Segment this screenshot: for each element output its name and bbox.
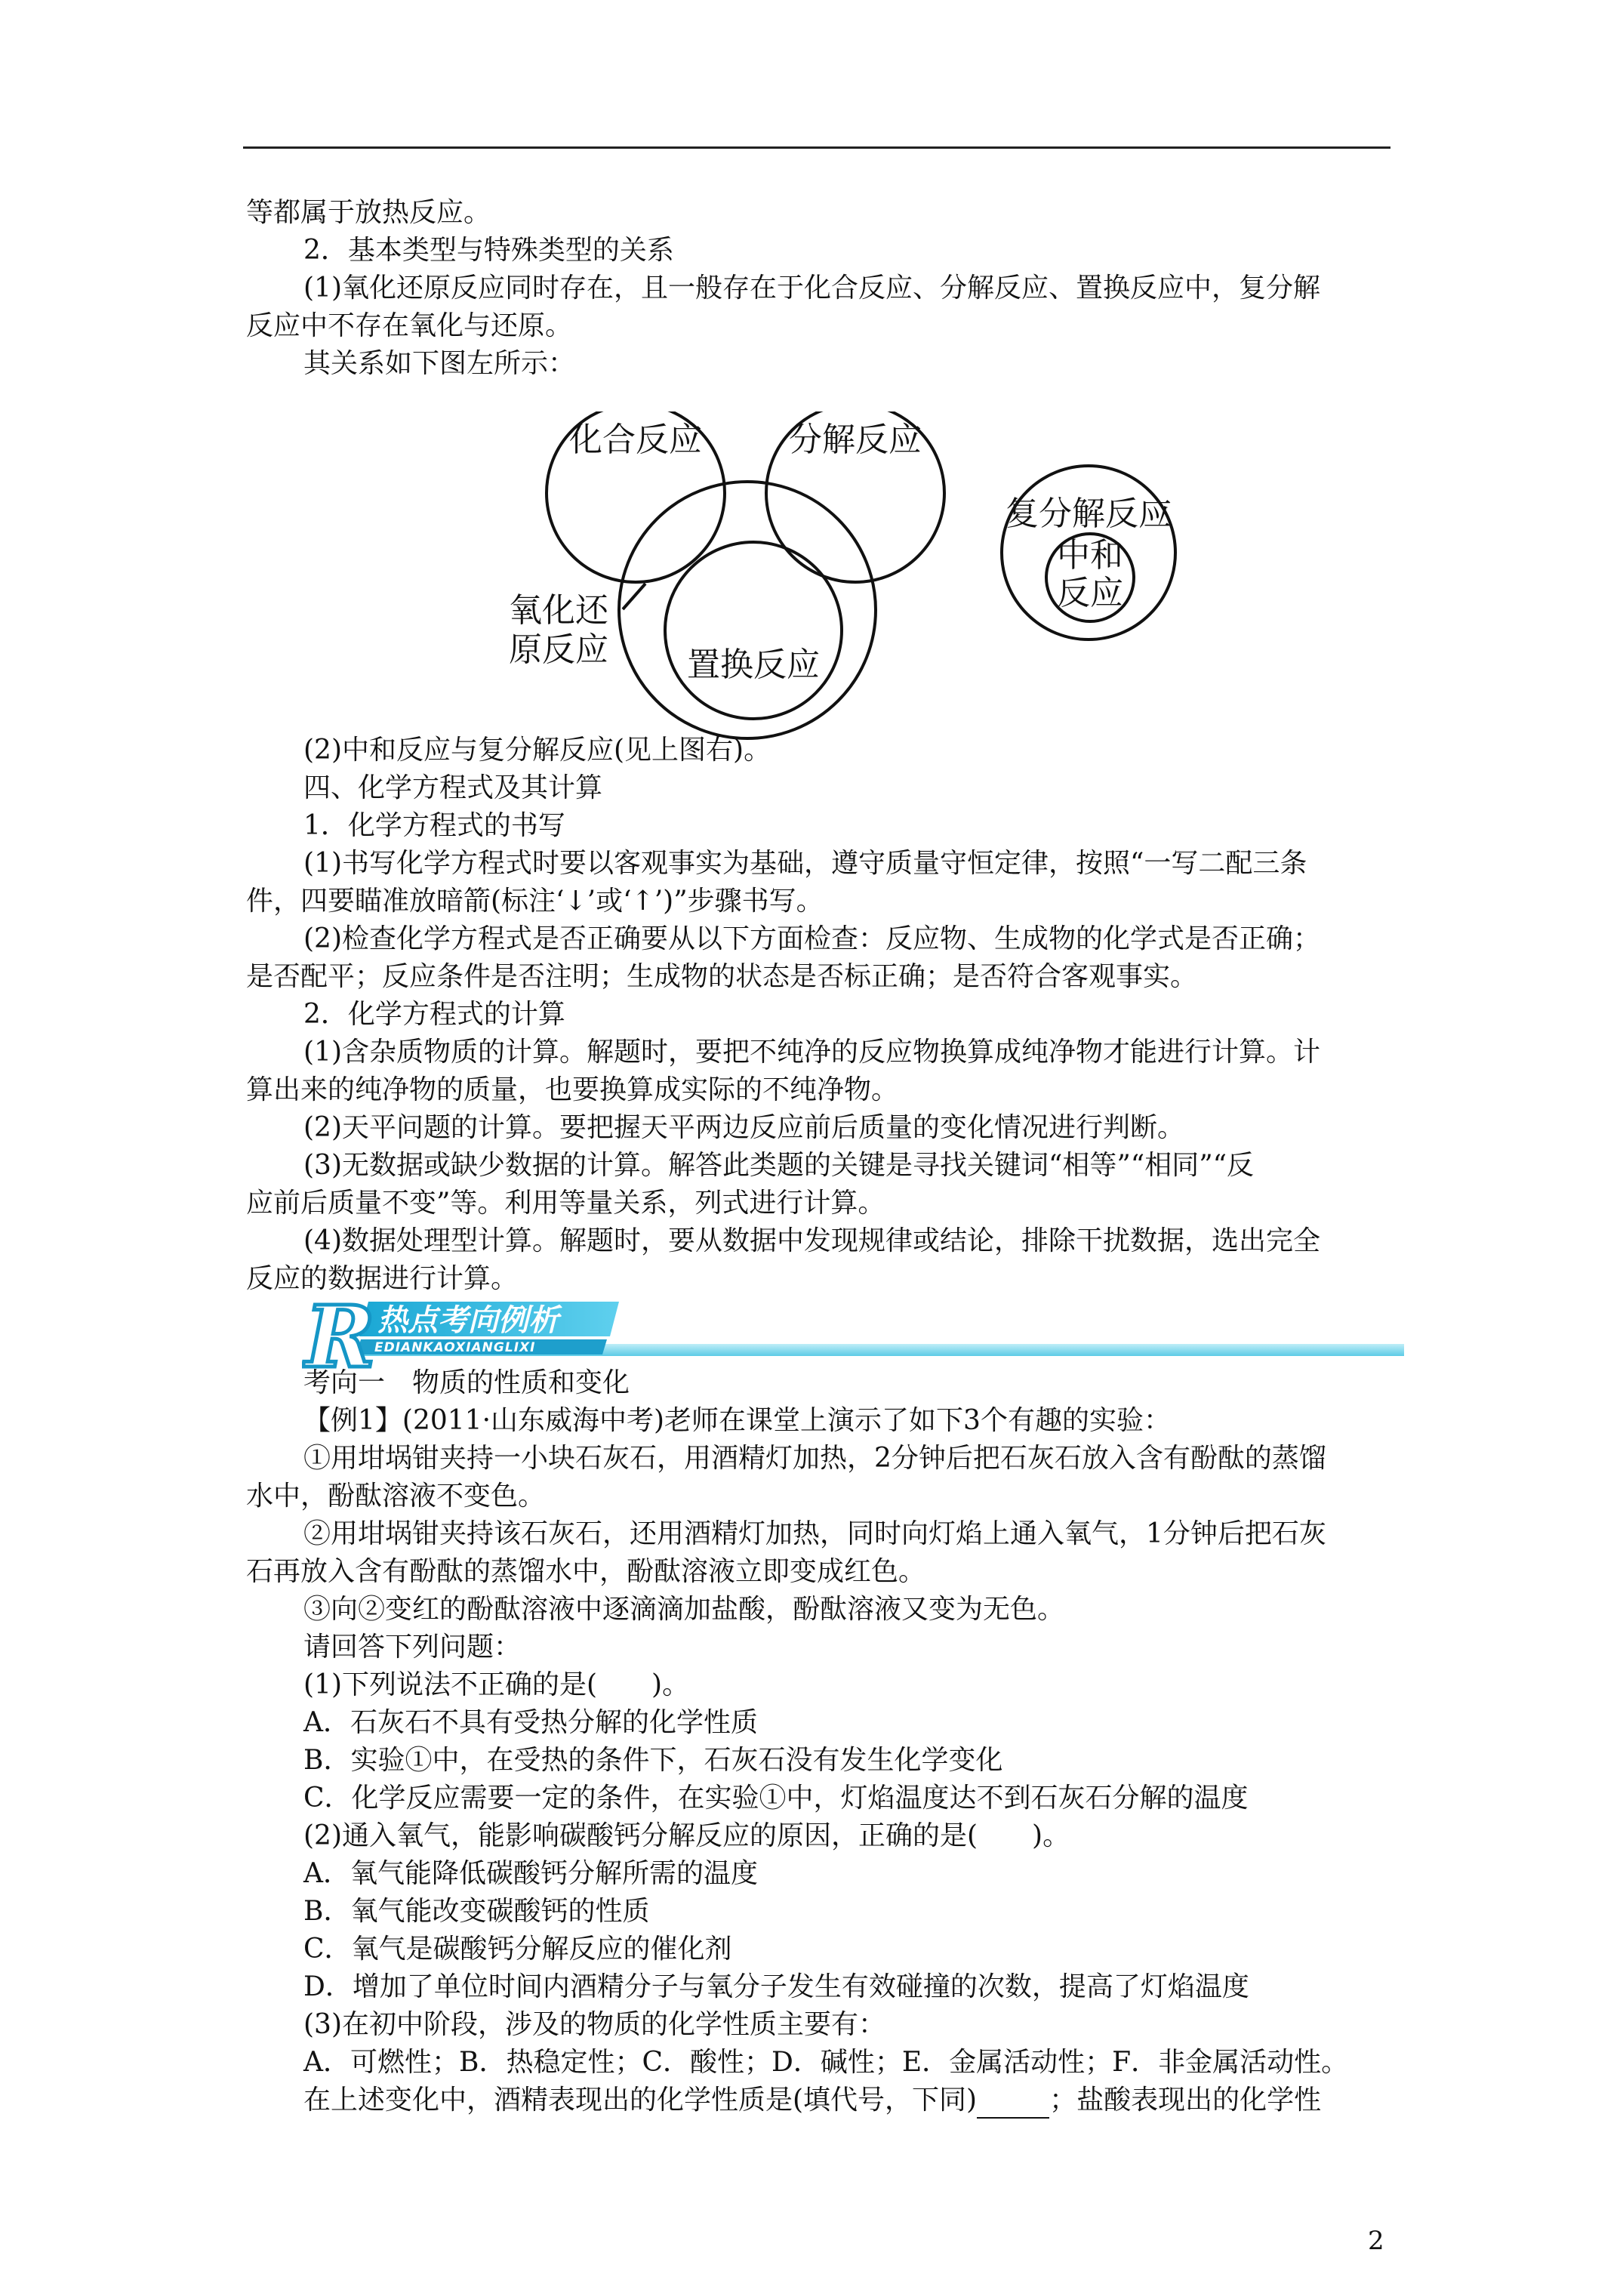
banner-title: 热点考向例析 <box>377 1303 559 1338</box>
neutralization-label-1: 中和 <box>1057 536 1123 575</box>
text-line: 2．基本类型与特殊类型的关系 <box>303 235 674 266</box>
text-line: 【例1】(2011·山东威海中考)老师在课堂上演示了如下3个有趣的实验： <box>303 1405 1171 1436</box>
text-line: D．增加了单位时间内酒精分子与氧分子发生有效碰撞的次数，提高了灯焰温度 <box>303 1971 1249 2002</box>
banner-subtitle: EDIANKAOXIANGLIXI <box>374 1340 536 1355</box>
text-line: 考向一 物质的性质和变化 <box>303 1367 630 1398</box>
double-decomp-label: 复分解反应 <box>1006 495 1172 533</box>
text-line: A．石灰石不具有受热分解的化学性质 <box>303 1707 758 1738</box>
text-line: 1．化学方程式的书写 <box>303 810 565 841</box>
text-line: 件，四要瞄准放暗箭(标注‘↓’或‘↑’)”步骤书写。 <box>246 886 824 917</box>
last-line-before: 在上述变化中，酒精表现出的化学性质是(填代号，下同) <box>303 2085 978 2116</box>
text-line: (3)在初中阶段，涉及的物质的化学性质主要有： <box>303 2009 885 2040</box>
text-line: 算出来的纯净物的质量，也要换算成实际的不纯净物。 <box>246 1074 899 1105</box>
header-rule <box>243 146 1390 149</box>
text-line: 2．化学方程式的计算 <box>303 999 565 1030</box>
text-line: (1)含杂质物质的计算。解题时，要把不纯净的反应物换算成纯净物才能进行计算。计 <box>303 1037 1320 1068</box>
last-line-after: ；盐酸表现出的化学性 <box>1049 2085 1322 2116</box>
text-line: (2)中和反应与复分解反应(见上图右)。 <box>303 735 771 766</box>
decomposition-label: 分解反应 <box>789 421 922 459</box>
text-line: (2)通入氧气，能影响碳酸钙分解反应的原因，正确的是( )。 <box>303 1820 1070 1851</box>
text-line: 反应中不存在氧化与还原。 <box>246 310 573 341</box>
text-line-with-blank <box>303 2082 1321 2119</box>
reaction-relationship-diagram <box>483 411 1208 744</box>
text-line: (2)天平问题的计算。要把握天平两边反应前后质量的变化情况进行判断。 <box>303 1112 1184 1143</box>
redox-pointer <box>623 584 645 609</box>
text-line: A．可燃性；B．热稳定性；C．酸性；D．碱性；E．金属活动性；F．非金属活动性。 <box>303 2047 1349 2078</box>
redox-label-2: 原反应 <box>509 630 608 669</box>
redox-circle <box>619 482 876 738</box>
text-line: ①用坩埚钳夹持一小块石灰石，用酒精灯加热，2分钟后把石灰石放入含有酚酞的蒸馏 <box>303 1443 1326 1474</box>
text-line: (2)检查化学方程式是否正确要从以下方面检查：反应物、生成物的化学式是否正确； <box>303 923 1320 954</box>
text-line: ③向②变红的酚酞溶液中逐滴滴加盐酸，酚酞溶液又变为无色。 <box>303 1594 1065 1625</box>
text-line: 反应的数据进行计算。 <box>246 1263 519 1294</box>
page-number: 2 <box>1368 2226 1384 2256</box>
text-line: (4)数据处理型计算。解题时，要从数据中发现规律或结论，排除干扰数据，选出完全 <box>303 1225 1320 1256</box>
text-line: ②用坩埚钳夹持该石灰石，还用酒精灯加热，同时向灯焰上通入氧气，1分钟后把石灰 <box>303 1518 1326 1549</box>
text-line: A．氧气能降低碳酸钙分解所需的温度 <box>303 1858 758 1889</box>
text-line: 请回答下列问题： <box>303 1632 522 1663</box>
banner-letter: R <box>305 1291 376 1382</box>
text-line: 应前后质量不变”等。利用等量关系，列式进行计算。 <box>246 1188 885 1219</box>
text-line: (1)下列说法不正确的是( )。 <box>303 1669 690 1700</box>
text-line: B．氧气能改变碳酸钙的性质 <box>303 1896 650 1927</box>
text-line: B．实验①中，在受热的条件下，石灰石没有发生化学变化 <box>303 1745 1003 1776</box>
combination-label: 化合反应 <box>569 421 702 459</box>
text-line: 水中，酚酞溶液不变色。 <box>246 1481 546 1512</box>
text-line: (1)书写化学方程式时要以客观事实为基础，遵守质量守恒定律，按照“一写二配三条 <box>303 848 1307 879</box>
text-line: (3)无数据或缺少数据的计算。解答此类题的关键是寻找关键词“相等”“相同”“反 <box>303 1150 1255 1181</box>
text-line: 石再放入含有酚酞的蒸馏水中，酚酞溶液立即变成红色。 <box>246 1556 926 1587</box>
text-line: 等都属于放热反应。 <box>246 197 491 228</box>
text-line: 其关系如下图左所示： <box>303 348 576 379</box>
text-line: C．化学反应需要一定的条件，在实验①中，灯焰温度达不到石灰石分解的温度 <box>303 1783 1249 1814</box>
text-line: C．氧气是碳酸钙分解反应的催化剂 <box>303 1934 732 1965</box>
answer-blank[interactable] <box>977 2090 1049 2119</box>
text-line: 四、化学方程式及其计算 <box>303 772 603 803</box>
neutralization-label-2: 反应 <box>1057 574 1123 612</box>
displacement-label: 置换反应 <box>687 646 820 684</box>
displacement-circle <box>665 542 842 719</box>
text-line: (1)氧化还原反应同时存在，且一般存在于化合反应、分解反应、置换反应中，复分解 <box>303 273 1320 304</box>
text-line: 是否配平；反应条件是否注明；生成物的状态是否标正确；是否符合客观事实。 <box>246 961 1198 992</box>
redox-label-1: 氧化还 <box>509 591 608 630</box>
